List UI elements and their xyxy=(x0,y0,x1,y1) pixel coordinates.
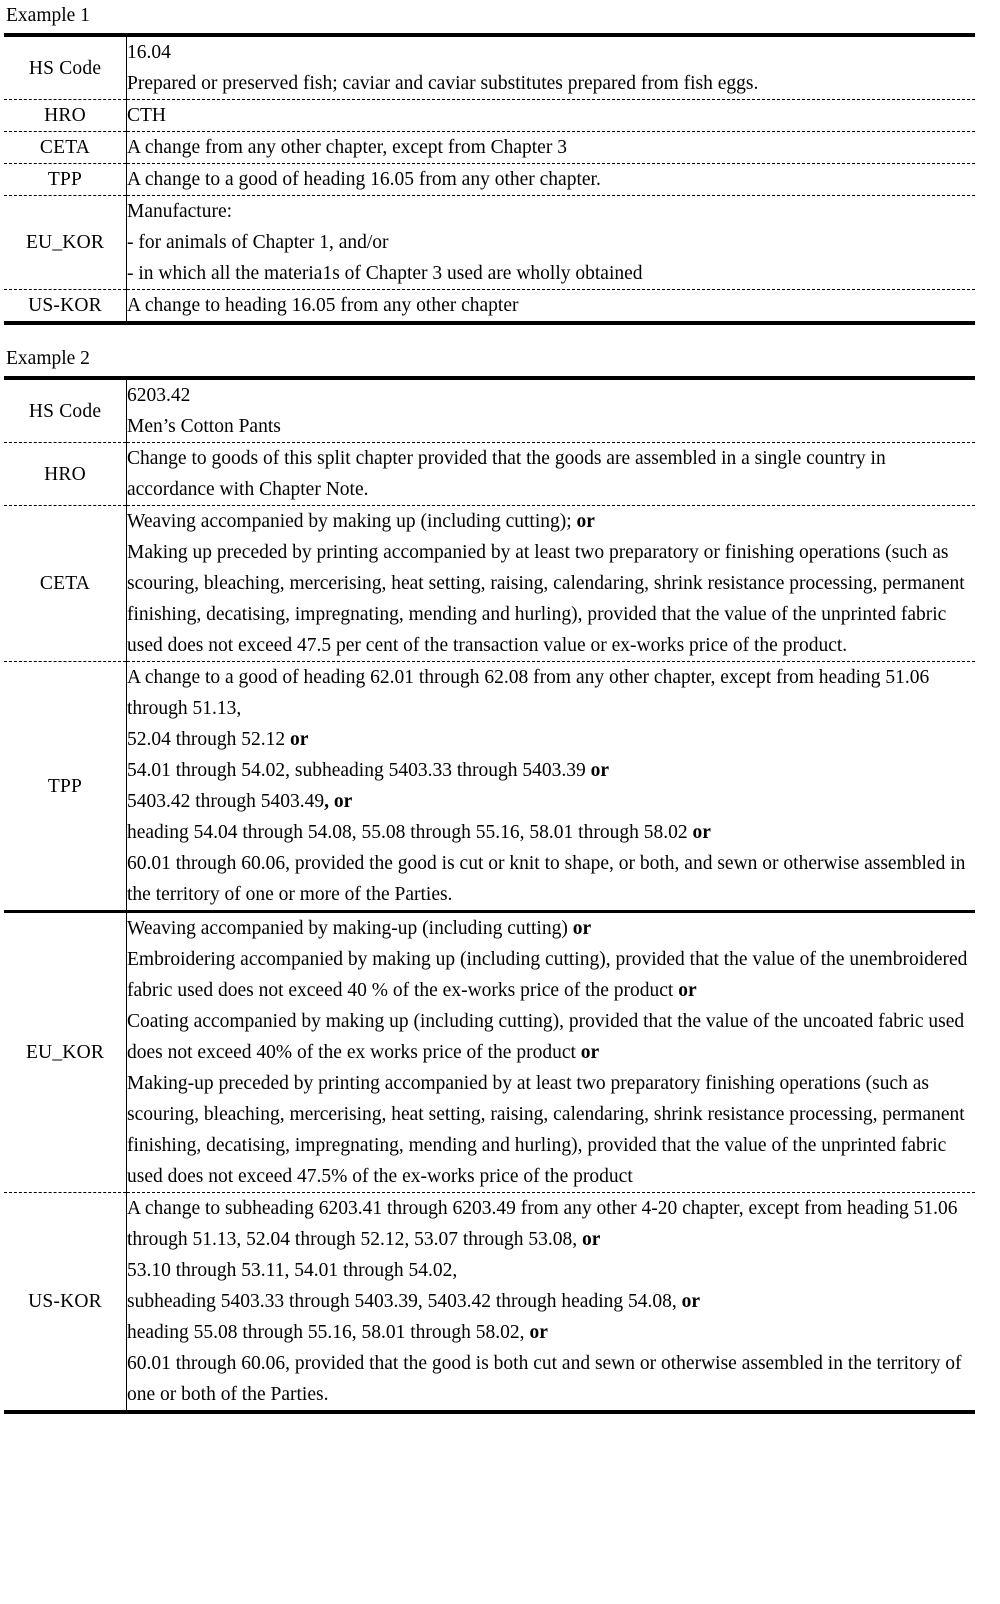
example-block xyxy=(0,0,1000,325)
content-line: Men’s Cotton Pants xyxy=(127,416,281,437)
rules-table xyxy=(4,376,975,1414)
content-line: - in which all the materia1s of Chapter 3 used are wholly obtained xyxy=(127,263,643,284)
content-line: A change to a good of heading 62.01 through 62.08 from any other chapter, except from heading 51.06 through 51.13, xyxy=(127,667,930,719)
row-label: TPP xyxy=(4,662,127,912)
table-row xyxy=(4,100,975,132)
content-line: 6203.42 xyxy=(127,385,191,406)
table-row xyxy=(4,506,975,662)
content-line: A change to subheading 6203.41 through 6203.49 from any other 4-20 chapter, except from heading 51.06 through 51.13, 52.04 through 52.12, 53.07 through 53.08, or xyxy=(127,1198,958,1250)
content-line: - for animals of Chapter 1, and/or xyxy=(127,232,389,253)
content-line: Embroidering accompanied by making up (including cutting), provided that the value of the unembroidered fabric used does not exceed 40 % of the ex-works price of the product or xyxy=(127,949,968,1001)
table-row xyxy=(4,662,975,912)
table-row xyxy=(4,35,975,100)
row-content xyxy=(127,662,976,912)
row-content xyxy=(127,443,976,506)
table-row xyxy=(4,132,975,164)
row-label: US-KOR xyxy=(4,290,127,324)
table-row xyxy=(4,912,975,1193)
example-caption: Example 2 xyxy=(6,348,90,369)
row-content xyxy=(127,506,976,662)
row-label: HRO xyxy=(4,443,127,506)
example-caption: Example 1 xyxy=(6,5,90,26)
row-content xyxy=(127,912,976,1193)
content-line: A change from any other chapter, except from Chapter 3 xyxy=(127,137,567,158)
content-line: subheading 5403.33 through 5403.39, 5403.42 through heading 54.08, or xyxy=(127,1291,701,1312)
row-label: EU_KOR xyxy=(4,196,127,290)
table-row xyxy=(4,290,975,324)
content-line: heading 54.04 through 54.08, 55.08 through 55.16, 58.01 through 58.02 or xyxy=(127,822,711,843)
table-row xyxy=(4,443,975,506)
row-label: CETA xyxy=(4,506,127,662)
row-content xyxy=(127,1193,976,1413)
row-content xyxy=(127,132,976,164)
row-label: HRO xyxy=(4,100,127,132)
content-line: 52.04 through 52.12 or xyxy=(127,729,309,750)
content-line: heading 55.08 through 55.16, 58.01 through 58.02, or xyxy=(127,1322,548,1343)
content-line: A change to heading 16.05 from any other chapter xyxy=(127,295,519,316)
content-line: Prepared or preserved fish; caviar and caviar substitutes prepared from fish eggs. xyxy=(127,73,759,94)
content-line: 5403.42 through 5403.49, or xyxy=(127,791,353,812)
content-line: 54.01 through 54.02, subheading 5403.33 through 5403.39 or xyxy=(127,760,610,781)
example-block xyxy=(0,343,1000,1414)
content-line: Weaving accompanied by making up (including cutting); or xyxy=(127,511,595,532)
content-line: CTH xyxy=(127,105,166,126)
row-label: EU_KOR xyxy=(4,912,127,1193)
content-line: Manufacture: xyxy=(127,201,233,222)
table-row xyxy=(4,1193,975,1413)
content-line: 16.04 xyxy=(127,42,171,63)
table-row xyxy=(4,164,975,196)
row-content xyxy=(127,164,976,196)
row-label: CETA xyxy=(4,132,127,164)
row-content xyxy=(127,100,976,132)
row-content xyxy=(127,35,976,100)
row-content xyxy=(127,196,976,290)
block-spacer xyxy=(0,325,1000,343)
content-line: Making-up preceded by printing accompanied by at least two preparatory finishing operations (such as scouring, bleaching, mercerising, heat setting, raising, calendaring, shrink resistance processing, permanent finishing, decatising, impregnating, mending and hurling), provided that the value of the unprinted fabric used does not exceed 47.5% of the ex-works price of the product xyxy=(127,1073,965,1187)
table-row xyxy=(4,196,975,290)
content-line: 53.10 through 53.11, 54.01 through 54.02, xyxy=(127,1260,458,1281)
row-label: HS Code xyxy=(4,378,127,443)
content-line: Making up preceded by printing accompanied by at least two preparatory or finishing operations (such as scouring, bleaching, mercerising, heat setting, raising, calendaring, shrink resistance processing, permanent finishing, decatising, impregnating, mending and hurling), provided that the value of the unprinted fabric used does not exceed 47.5 per cent of the transaction value or ex-works price of the product. xyxy=(127,542,965,656)
content-line: Coating accompanied by making up (including cutting), provided that the value of the uncoated fabric used does not exceed 40% of the ex works price of the product or xyxy=(127,1011,965,1063)
row-label: TPP xyxy=(4,164,127,196)
content-line: 60.01 through 60.06, provided the good is cut or knit to shape, or both, and sewn or otherwise assembled in the territory of one or more of the Parties. xyxy=(127,853,966,905)
row-label: HS Code xyxy=(4,35,127,100)
table-row xyxy=(4,378,975,443)
content-line: A change to a good of heading 16.05 from any other chapter. xyxy=(127,169,601,190)
row-label: US-KOR xyxy=(4,1193,127,1413)
content-line: Weaving accompanied by making-up (including cutting) or xyxy=(127,918,592,939)
rules-table xyxy=(4,33,975,325)
row-content xyxy=(127,290,976,324)
content-line: Change to goods of this split chapter provided that the goods are assembled in a single country in accordance with Chapter Note. xyxy=(127,448,886,500)
row-content xyxy=(127,378,976,443)
content-line: 60.01 through 60.06, provided that the good is both cut and sewn or otherwise assembled in the territory of one or both of the Parties. xyxy=(127,1353,962,1405)
